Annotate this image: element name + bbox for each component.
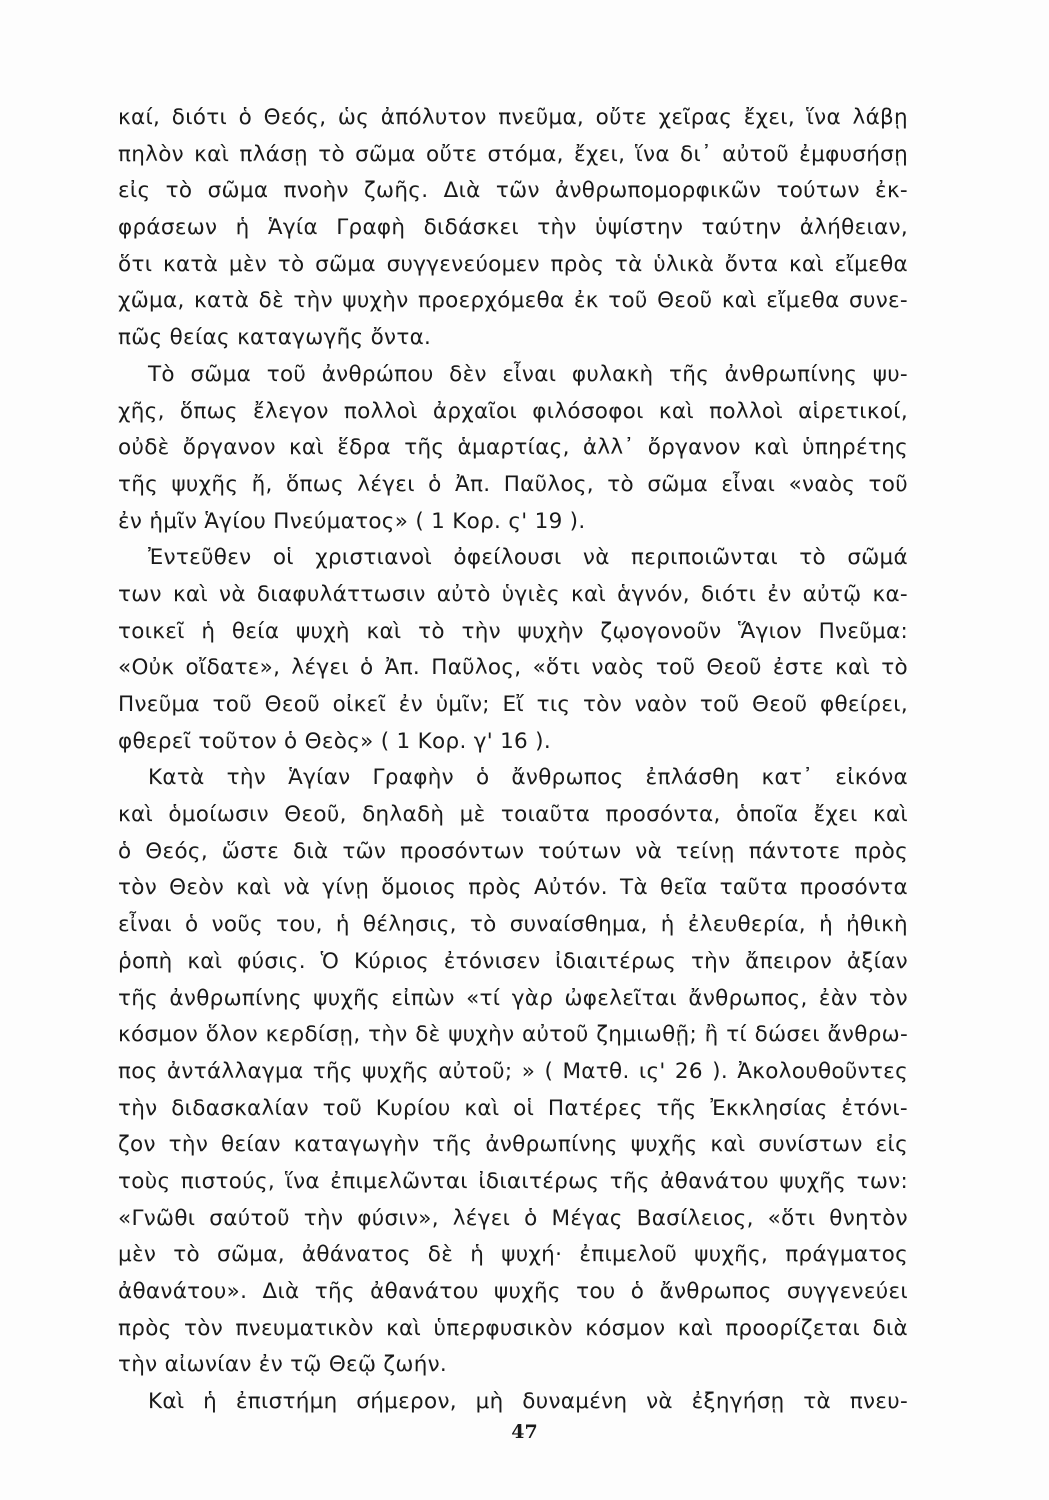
text-line: των καὶ νὰ διαφυλάττωσιν αὐτὸ ὑγιὲς καὶ ἁγνόν, διότι ἐν αὐτῷ κα-: [118, 581, 908, 607]
text-line: «Γνῶθι σαύτοῦ τὴν φύσιν», λέγει ὁ Μέγας Βασίλειος, «ὅτι θνητὸν: [118, 1205, 908, 1231]
text-line: οὐδὲ ὄργανον καὶ ἕδρα τῆς ἁμαρτίας, ἀλλ᾽ ὄργανον καὶ ὑπηρέτης: [118, 435, 908, 461]
text-line: πηλὸν καὶ πλάσῃ τὸ σῶμα οὔτε στόμα, ἔχει, ἵνα δι᾽ αὐτοῦ ἐμφυσήσῃ: [118, 141, 908, 167]
text-line: πος ἀντάλλαγμα τῆς ψυχῆς αὐτοῦ; » ( Ματθ. ις' 26 ). Ἀκολουθοῦντες: [118, 1058, 908, 1084]
text-line: εἶναι ὁ νοῦς του, ἡ θέλησις, τὸ συναίσθημα, ἡ ἐλευθερία, ἡ ἠθικὴ: [118, 912, 908, 938]
text-line: Πνεῦμα τοῦ Θεοῦ οἰκεῖ ἐν ὑμῖν; Εἴ τις τὸν ναὸν τοῦ Θεοῦ φθείρει,: [118, 692, 908, 717]
text-line: ζον τὴν θείαν καταγωγὴν τῆς ἀνθρωπίνης ψυχῆς καὶ συνίστων εἰς: [118, 1132, 908, 1158]
text-line: τὸν Θεὸν καὶ νὰ γίνῃ ὅμοιος πρὸς Αὐτόν. Τὰ θεῖα ταῦτα προσόντα: [118, 875, 908, 901]
text-line: τοικεῖ ἡ θεία ψυχὴ καὶ τὸ τὴν ψυχὴν ζῳογονοῦν Ἅγιον Πνεῦμα:: [118, 618, 908, 644]
body-text: [118, 100, 908, 1421]
text-line: πρὸς τὸν πνευματικὸν καὶ ὑπερφυσικὸν κόσμον καὶ προορίζεται διὰ: [118, 1315, 908, 1341]
paragraph-start-line: Κατὰ τὴν Ἁγίαν Γραφὴν ὁ ἄνθρωπος ἐπλάσθη κατ᾽ εἰκόνα: [148, 765, 908, 791]
page-number: 47: [511, 1421, 538, 1443]
text-line: καὶ ὁμοίωσιν Θεοῦ, δηλαδὴ μὲ τοιαῦτα προσόντα, ὁποῖα ἔχει καὶ: [118, 802, 908, 828]
text-line: ὁ Θεός, ὥστε διὰ τῶν προσόντων τούτων νὰ τείνῃ πάντοτε πρὸς: [118, 838, 908, 864]
text-line: τὴν διδασκαλίαν τοῦ Κυρίου καὶ οἱ Πατέρες τῆς Ἐκκλησίας ἐτόνι-: [118, 1095, 908, 1121]
text-line: εἰς τὸ σῶμα πνοὴν ζωῆς. Διὰ τῶν ἀνθρωπομορφικῶν τούτων ἐκ-: [118, 178, 908, 204]
text-line: ἀθανάτου». Διὰ τῆς ἀθανάτου ψυχῆς του ὁ ἄνθρωπος συγγενεύει: [118, 1279, 908, 1304]
paragraph-start-line: Τὸ σῶμα τοῦ ἀνθρώπου δὲν εἶναι φυλακὴ τῆς ἀνθρωπίνης ψυ-: [148, 361, 908, 387]
text-line: ὅτι κατὰ μὲν τὸ σῶμα συγγενεύομεν πρὸς τὰ ὑλικὰ ὄντα καὶ εἴμεθα: [118, 251, 908, 277]
paragraph-start-line: Ἐντεῦθεν οἱ χριστιανοὶ ὀφείλουσι νὰ περιποιῶνται τὸ σῶμά: [148, 545, 908, 571]
text-line: μὲν τὸ σῶμα, ἀθάνατος δὲ ἡ ψυχή· ἐπιμελοῦ ψυχῆς, πράγματος: [118, 1242, 908, 1268]
text-line: χῶμα, κατὰ δὲ τὴν ψυχὴν προερχόμεθα ἐκ τοῦ Θεοῦ καὶ εἴμεθα συνε-: [118, 288, 908, 314]
text-line: τὴν αἰωνίαν ἐν τῷ Θεῷ ζωήν.: [118, 1352, 448, 1378]
text-line: ῥοπὴ καὶ φύσις. Ὁ Κύριος ἐτόνισεν ἰδιαιτέρως τὴν ἄπειρον ἀξίαν: [118, 948, 908, 974]
text-line: κόσμον ὅλον κερδίσῃ, τὴν δὲ ψυχὴν αὐτοῦ ζημιωθῇ; ἢ τί δώσει ἄνθρω-: [118, 1022, 908, 1048]
text-line: τῆς ψυχῆς ἤ, ὅπως λέγει ὁ Ἀπ. Παῦλος, τὸ σῶμα εἶναι «ναὸς τοῦ: [118, 471, 908, 497]
text-line: χῆς, ὅπως ἔλεγον πολλοὶ ἀρχαῖοι φιλόσοφοι καὶ πολλοὶ αἱρετικοί,: [118, 398, 908, 424]
paragraph-start-line: Καὶ ἡ ἐπιστήμη σήμερον, μὴ δυναμένη νὰ ἐξηγήσῃ τὰ πνευ-: [148, 1389, 908, 1415]
text-line: «Οὐκ οἴδατε», λέγει ὁ Ἀπ. Παῦλος, «ὅτι ναὸς τοῦ Θεοῦ ἐστε καὶ τὸ: [118, 655, 908, 681]
text-line: φράσεων ἡ Ἁγία Γραφὴ διδάσκει τὴν ὑψίστην ταύτην ἀλήθειαν,: [118, 215, 908, 241]
text-line: τοὺς πιστούς, ἵνα ἐπιμελῶνται ἰδιαιτέρως τῆς ἀθανάτου ψυχῆς των:: [118, 1168, 908, 1194]
text-line: ἐν ἡμῖν Ἁγίου Πνεύματος» ( 1 Κορ. ς' 19 ).: [118, 508, 586, 534]
text-line: καί, διότι ὁ Θεός, ὡς ἀπόλυτον πνεῦμα, οὔτε χεῖρας ἔχει, ἵνα λάβῃ: [118, 105, 908, 130]
text-line: τῆς ἀνθρωπίνης ψυχῆς εἰπὼν «τί γὰρ ὠφελεῖται ἄνθρωπος, ἐὰν τὸν: [118, 985, 908, 1011]
text-line: φθερεῖ τοῦτον ὁ Θεὸς» ( 1 Κορ. γ' 16 ).: [118, 728, 551, 754]
text-line: πῶς θείας καταγωγῆς ὄντα.: [118, 325, 432, 351]
